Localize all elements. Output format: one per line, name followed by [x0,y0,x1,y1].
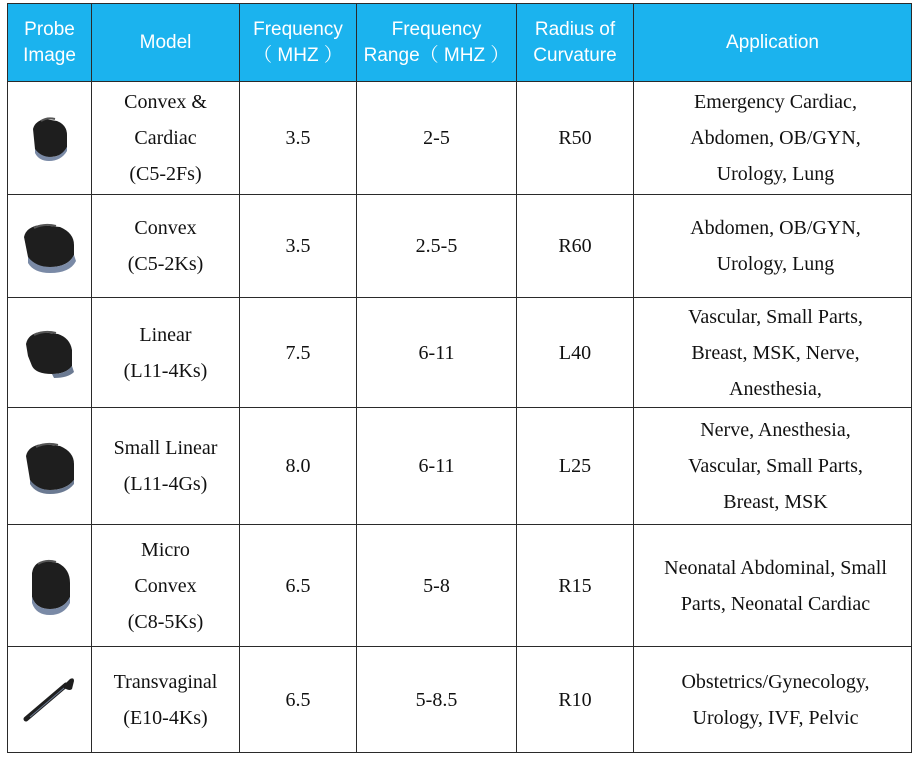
table-row [8,82,912,195]
table-row [8,195,912,298]
application-cell: Obstetrics/Gynecology, Urology, IVF, Pelvic [634,647,912,753]
application-cell: Abdomen, OB/GYN, Urology, Lung [634,195,912,298]
probe-image-cell [8,82,92,195]
micro-convex-probe-icon [24,555,76,617]
convex-probe-icon [27,113,73,163]
frequency-range-cell: 2-5 [357,82,517,195]
header-frequency: Frequency （ MHZ ） [240,4,357,82]
radius-cell: L25 [517,408,634,525]
frequency-range-cell: 5-8.5 [357,647,517,753]
convex-probe-icon [20,219,80,273]
radius-cell: R10 [517,647,634,753]
frequency-range-cell: 5-8 [357,525,517,647]
radius-cell: L40 [517,298,634,408]
probe-image-cell [8,195,92,298]
header-application: Application [634,4,912,82]
header-row [8,4,912,82]
frequency-cell: 8.0 [240,408,357,525]
probe-spec-table [7,3,912,753]
application-cell: Nerve, Anesthesia, Vascular, Small Parts, Breast, MSK [634,408,912,525]
header-model: Model [92,4,240,82]
model-cell: Convex & Cardiac (C5-2Fs) [92,82,240,195]
application-cell: Neonatal Abdominal, Small Parts, Neonatal Cardiac [634,525,912,647]
header-frequency-range: Frequency Range（ MHZ ） [357,4,517,82]
application-cell: Vascular, Small Parts, Breast, MSK, Nerve, Anesthesia, [634,298,912,408]
frequency-cell: 7.5 [240,298,357,408]
probe-image-cell [8,408,92,525]
transvaginal-probe-icon [20,675,80,725]
small-linear-probe-icon [20,436,80,496]
table-row [8,647,912,753]
frequency-cell: 6.5 [240,525,357,647]
model-cell: Micro Convex (C8-5Ks) [92,525,240,647]
table-row [8,408,912,525]
probe-image-cell [8,525,92,647]
model-cell: Transvaginal (E10-4Ks) [92,647,240,753]
radius-cell: R50 [517,82,634,195]
radius-cell: R15 [517,525,634,647]
model-cell: Linear (L11-4Ks) [92,298,240,408]
frequency-range-cell: 2.5-5 [357,195,517,298]
probe-image-cell [8,298,92,408]
radius-cell: R60 [517,195,634,298]
frequency-range-cell: 6-11 [357,408,517,525]
frequency-cell: 3.5 [240,195,357,298]
model-cell: Convex (C5-2Ks) [92,195,240,298]
frequency-cell: 3.5 [240,82,357,195]
linear-probe-icon [22,326,78,380]
header-probe-image: Probe Image [8,4,92,82]
frequency-cell: 6.5 [240,647,357,753]
probe-image-cell [8,647,92,753]
model-cell: Small Linear (L11-4Gs) [92,408,240,525]
table-row [8,298,912,408]
header-radius-of-curvature: Radius of Curvature [517,4,634,82]
application-cell: Emergency Cardiac, Abdomen, OB/GYN, Urology, Lung [634,82,912,195]
table-row [8,525,912,647]
frequency-range-cell: 6-11 [357,298,517,408]
